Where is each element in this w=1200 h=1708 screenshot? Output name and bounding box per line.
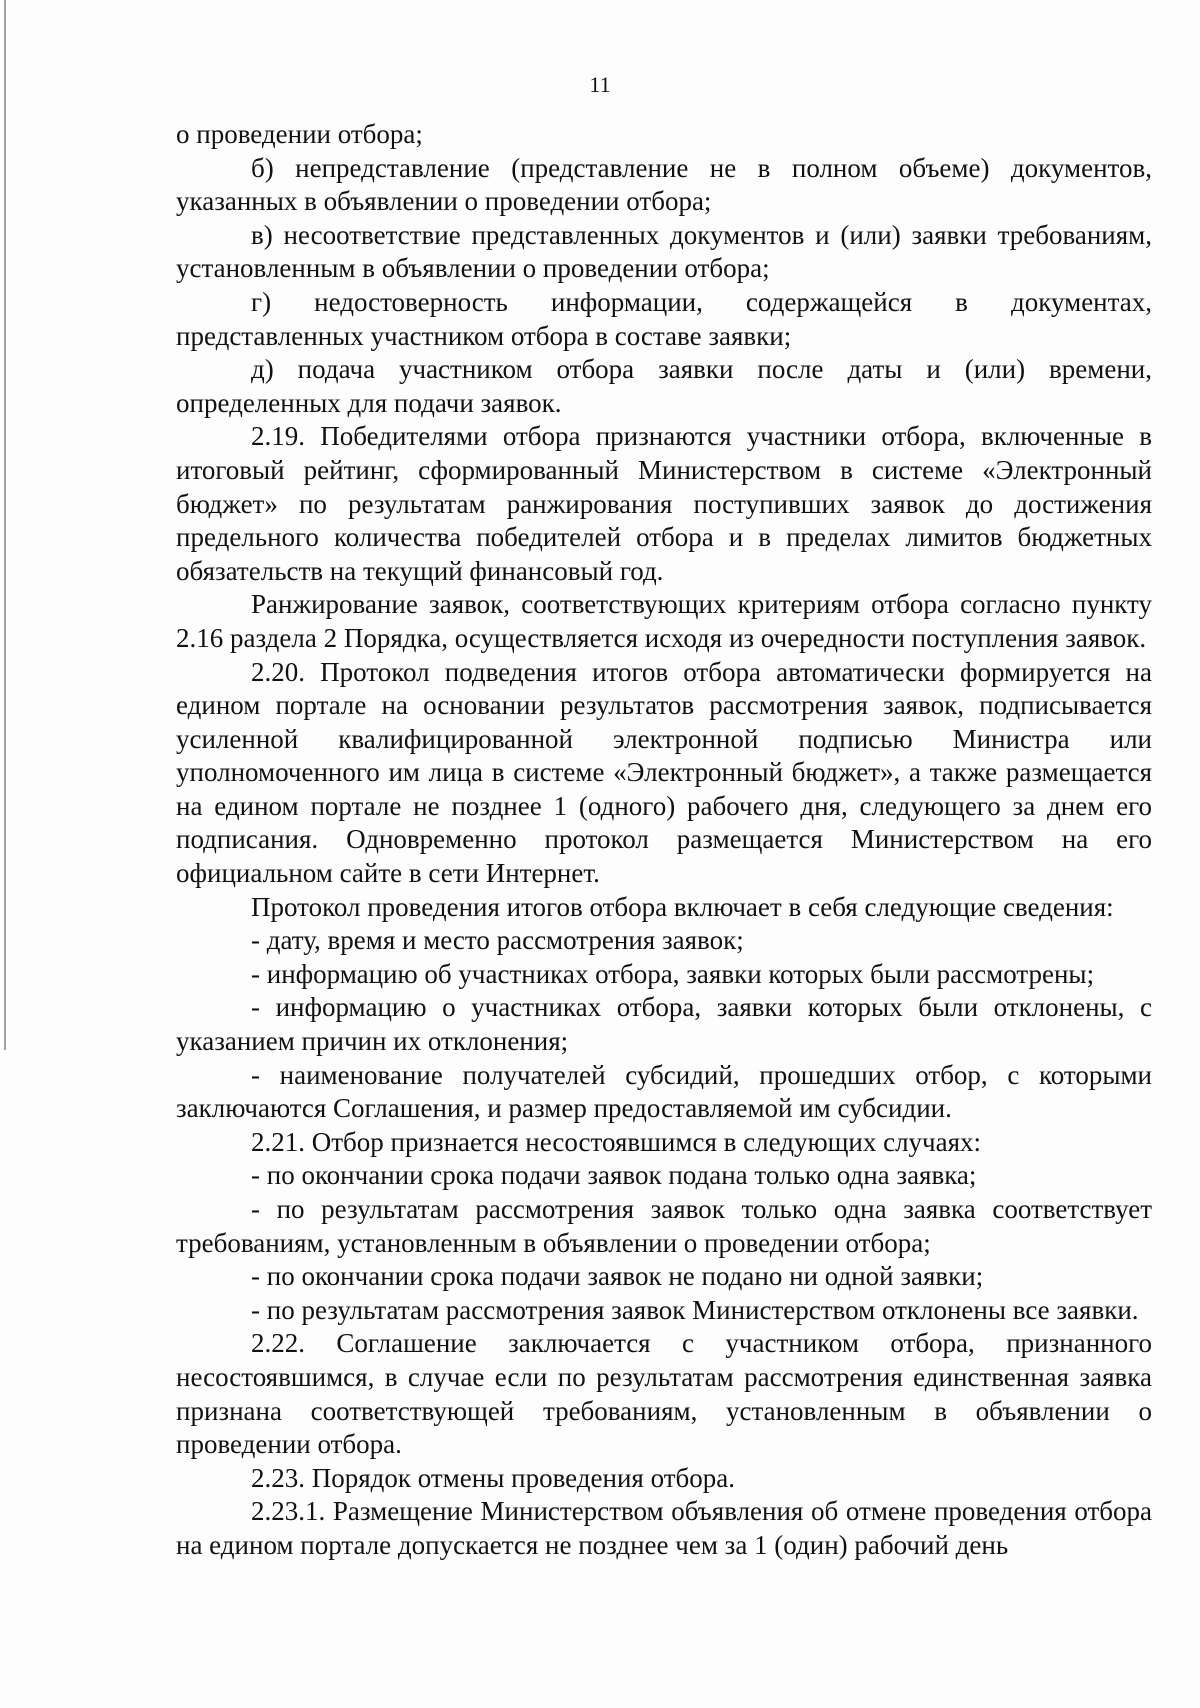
paragraph-item-b: б) непредставление (представление не в полном объеме) документов, указанных в объявлении о проведении отбора; [176,152,1152,217]
paragraph-continuation: о проведении отбора; [176,119,423,149]
list-item-one-application: - по окончании срока подачи заявок подана только одна заявка; [251,1160,977,1191]
list-item-rejected: - информацию о участниках отбора, заявки которых были отклонены, с указанием причин их отклонения; [176,992,1152,1057]
paragraph-ranking: Ранжирование заявок, соответствующих критериям отбора согласно пункту 2.16 раздела 2 Порядка, осуществляется исходя из очередности поступления заявок. [176,589,1152,653]
list-item-considered: - информацию об участниках отбора, заявки которых были рассмотрены; [251,958,1095,989]
list-item-date-time: - дату, время и место рассмотрения заявок; [251,925,744,956]
scan-edge-line [4,0,6,1050]
paragraph-item-d: д) подача участником отбора заявки после даты и (или) времени, определенных для подачи заявок. [176,354,1152,418]
list-item-no-applications: - по окончании срока подачи заявок не подано ни одной заявки; [251,1261,984,1292]
list-item-one-compliant: - по результатам рассмотрения заявок только одна заявка соответствует требованиям, установленным в объявлении о проведении отбора; [176,1194,1152,1258]
paragraph-2-20: 2.20. Протокол подведения итогов отбора автоматически формируется на едином портале на основании результатов рассмотрения заявок, подписывается усиленной квалифицированной электронной подписью Министра или уполномоченного им лица в системе «Электронный бюджет», а также размещается на едином портале не позднее 1 (одного) рабочего дня, следующего за днем его подписания. Одновременно протокол размещается Министерством на его официальном сайте в сети Интернет. [176,656,1152,889]
list-item-recipients: - наименование получателей субсидий, прошедших отбор, с которыми заключаются Соглашения, и размер предоставляемой им субсидии. [176,1059,1152,1124]
paragraph-2-23-1: 2.23.1. Размещение Министерством объявления об отмене проведения отбора на едином портале допускается не позднее чем за 1 (один) рабочий день [176,1496,1152,1560]
list-item-all-rejected: - по результатам рассмотрения заявок Министерством отклонены все заявки. [251,1294,1139,1325]
paragraph-2-23: 2.23. Порядок отмены проведения отбора. [251,1462,735,1493]
paragraph-2-22: 2.22. Соглашение заключается с участником отбора, признанного несостоявшимся, в случае если по результатам рассмотрения единственная заявка признана соответствующей требованиям, установленным в объявлении о проведении отбора. [176,1328,1152,1460]
document-body [176,118,1152,1563]
paragraph-2-21: 2.21. Отбор признается несостоявшимся в следующих случаях: [251,1126,982,1157]
page-number: 11 [589,72,611,97]
paragraph-protocol-contents: Протокол проведения итогов отбора включает в себя следующие сведения: [251,891,1114,922]
paragraph-item-v: в) несоответствие представленных документов и (или) заявки требованиям, установленным в объявлении о проведении отбора; [176,219,1152,284]
paragraph-2-19: 2.19. Победителями отбора признаются участники отбора, включенные в итоговый рейтинг, сформированный Министерством в системе «Электронный бюджет» по результатам ранжирования поступивших заявок до достижения предельного количества победителей отбора и в пределах лимитов бюджетных обязательств на текущий финансовый год. [176,421,1152,586]
paragraph-item-g: г) недостоверность информации, содержащейся в документах, представленных участником отбора в составе заявки; [176,286,1152,351]
